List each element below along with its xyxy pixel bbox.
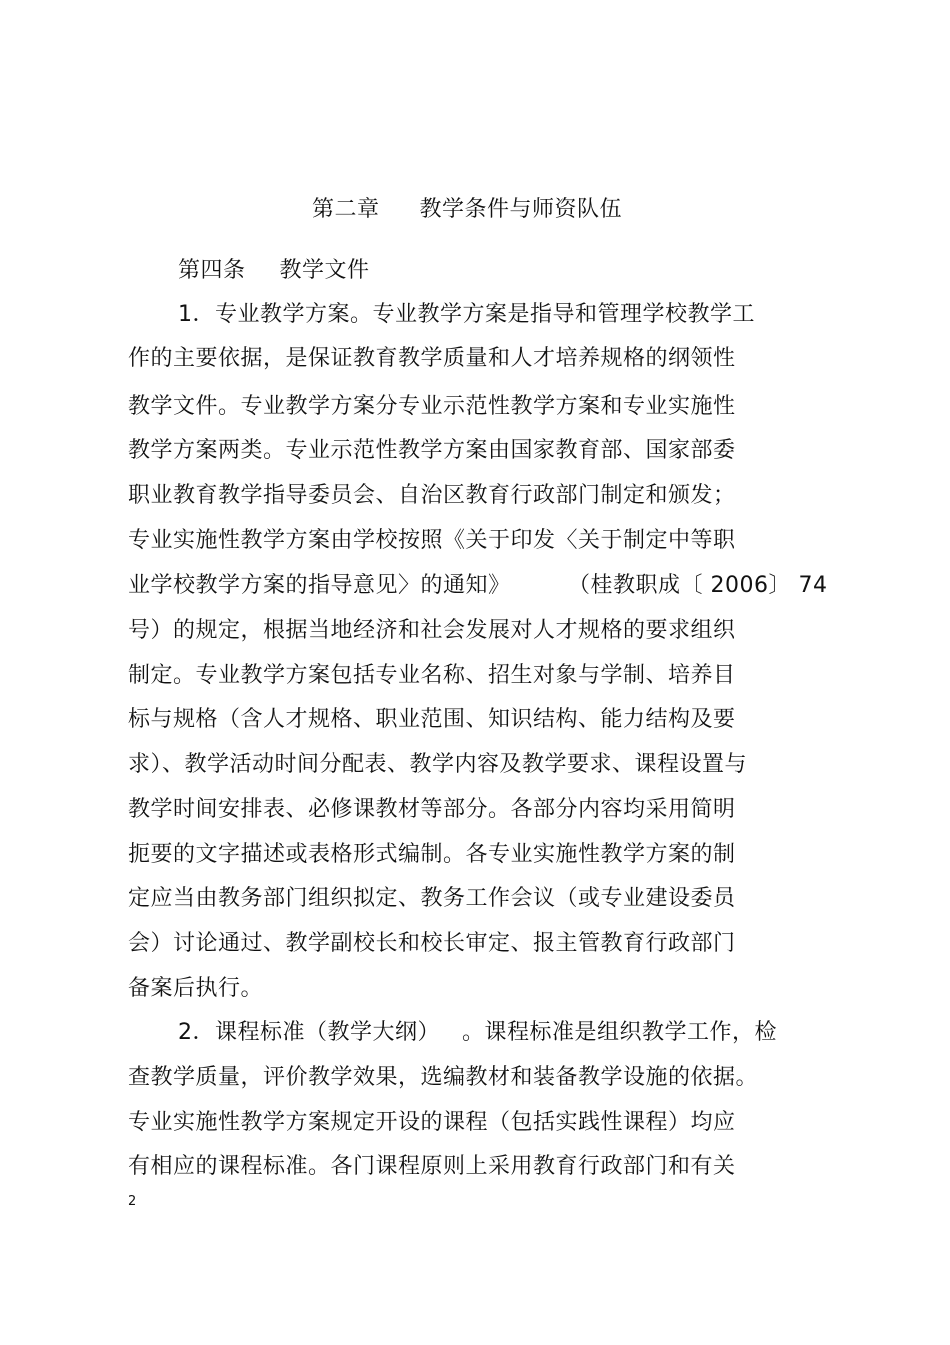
- paragraph-line: 查教学质量，评价教学效果，选编教材和装备教学设施的依据。: [128, 1065, 759, 1090]
- chapter-heading: [312, 196, 622, 224]
- chapter-number: 第二章: [312, 197, 380, 222]
- paragraph-line: 1．专业教学方案。专业教学方案是指导和管理学校教学工: [178, 302, 755, 327]
- article-number: 第四条: [178, 258, 246, 283]
- citation-reference: （桂教职成〔 2006〕 74: [568, 573, 828, 598]
- paragraph-line: 职业教育教学指导委员会、自治区教育行政部门制定和颁发；: [128, 483, 736, 508]
- paragraph-line: 标与规格（含人才规格、职业范围、知识结构、能力结构及要: [128, 707, 736, 732]
- paragraph-line: 制定。专业教学方案包括专业名称、招生对象与学制、培养目: [128, 663, 736, 688]
- article-title: 教学文件: [279, 258, 370, 283]
- paragraph-line: 扼要的文字描述或表格形式编制。各专业实施性教学方案的制: [128, 842, 736, 867]
- paragraph-line: 2．课程标准（教学大纲）: [178, 1020, 440, 1045]
- page-number: 2: [128, 1194, 137, 1209]
- paragraph-line: 会）讨论通过、教学副校长和校长审定、报主管教育行政部门: [128, 931, 736, 956]
- chapter-title: 教学条件与师资队伍: [419, 197, 623, 222]
- paragraph-line: 教学时间安排表、必修课教材等部分。各部分内容均采用简明: [128, 797, 736, 822]
- paragraph-line: 备案后执行。: [128, 976, 264, 1001]
- article-heading: [178, 257, 370, 285]
- paragraph-line: 号）的规定，根据当地经济和社会发展对人才规格的要求组织: [128, 618, 736, 643]
- paragraph-line: 有相应的课程标准。各门课程原则上采用教育行政部门和有关: [128, 1154, 736, 1179]
- paragraph-line: 教学方案两类。专业示范性教学方案由国家教育部、国家部委: [128, 438, 736, 463]
- paragraph-line: 作的主要依据，是保证教育教学质量和人才培养规格的纲领性: [128, 346, 736, 371]
- paragraph-line: 业学校教学方案的指导意见〉的通知》: [128, 573, 511, 598]
- paragraph-line: 专业实施性教学方案规定开设的课程（包括实践性课程）均应: [128, 1110, 736, 1135]
- paragraph-line: 求）、教学活动时间分配表、教学内容及教学要求、课程设置与: [128, 752, 748, 777]
- paragraph-line: 。课程标准是组织教学工作，检: [462, 1020, 778, 1045]
- paragraph-line: 教学文件。专业教学方案分专业示范性教学方案和专业实施性: [128, 394, 736, 419]
- paragraph-line: 专业实施性教学方案由学校按照《关于印发〈关于制定中等职: [128, 528, 736, 553]
- paragraph-line: 定应当由教务部门组织拟定、教务工作会议（或专业建设委员: [128, 886, 736, 911]
